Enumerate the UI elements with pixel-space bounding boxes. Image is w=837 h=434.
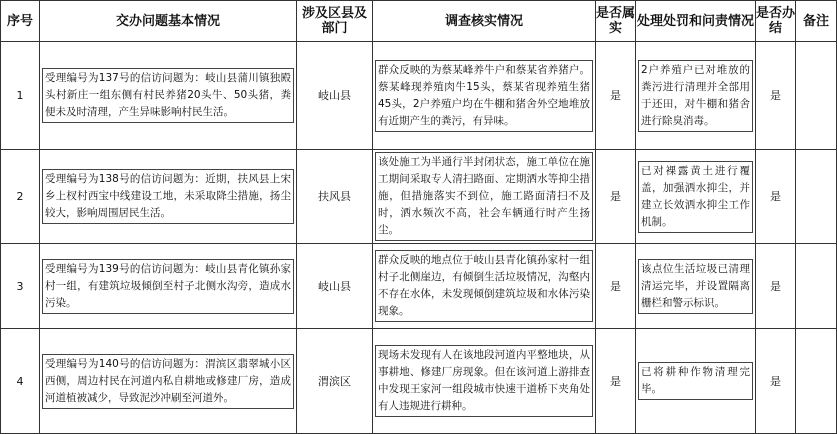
- row-investigation: [373, 244, 596, 329]
- row-basic: [40, 329, 297, 434]
- table-row: [1, 150, 837, 244]
- row-handling: [636, 150, 756, 244]
- row-completed: 是: [756, 150, 796, 244]
- row-completed: 是: [756, 244, 796, 329]
- handling-text: 已对裸露黄土进行覆盖，加强洒水抑尘，并建立长效洒水抑尘工作机制。: [638, 161, 753, 233]
- investigation-text: 该处施工为半通行半封闭状态，施工单位在施工期间采取专人清扫路面、定期洒水等抑尘措施，但措施落实不到位，施工路面清扫不及时，洒水频次不高，社会车辆通行时产生扬尘。: [375, 152, 593, 241]
- row-index: 3: [1, 244, 40, 329]
- investigation-text: 群众反映的为蔡某峰养牛户和蔡某省养猪户。蔡某峰现养殖肉牛15头，蔡某省现养殖生猪45头，2户养殖户均在牛棚和猪舍外空地堆放有近期产生的粪污，有异味。: [375, 60, 593, 132]
- investigation-text: 群众反映的地点位于岐山县青化镇孙家村一组村子北侧崖边，有倾倒生活垃圾情况，沟壑内不存在水体，未发现倾倒建筑垃圾和水体污染现象。: [375, 250, 593, 322]
- handling-text: 已将耕种作物清理完毕。: [638, 362, 753, 400]
- basic-text: 受理编号为138号的信访问题为：近期，扶风县上宋乡上杈村西宝中线建设工地，未采取降尘措施，扬尘较大，影响周围居民生活。: [42, 169, 294, 224]
- row-completed: 是: [756, 42, 796, 150]
- row-index: 4: [1, 329, 40, 434]
- row-index: 1: [1, 42, 40, 150]
- table-row: [1, 329, 837, 434]
- row-investigation: [373, 150, 596, 244]
- row-handling: [636, 42, 756, 150]
- row-index: 2: [1, 150, 40, 244]
- row-verified: 是: [596, 244, 636, 329]
- handling-text: 该点位生活垃圾已清理清运完毕，并设置隔离栅栏和警示标识。: [638, 259, 753, 314]
- row-remarks: [796, 244, 837, 329]
- basic-text: 受理编号为139号的信访问题为：岐山县青化镇孙家村一组，有建筑垃圾倾倒至村子北侧水沟旁，造成水污染。: [42, 259, 294, 314]
- row-district: 渭滨区: [297, 329, 373, 434]
- row-remarks: [796, 150, 837, 244]
- header-index: 序号: [1, 1, 40, 42]
- header-district: 涉及区县及部门: [297, 1, 373, 42]
- header-remarks: 备注: [796, 1, 837, 42]
- row-verified: 是: [596, 42, 636, 150]
- header-row: [1, 1, 837, 42]
- row-basic: [40, 42, 297, 150]
- handling-text: 2户养殖户已对堆放的粪污进行清理并全部用于还田，对牛棚和猪舍进行除臭消毒。: [638, 60, 753, 132]
- row-investigation: [373, 329, 596, 434]
- header-verified: 是否属实: [596, 1, 636, 42]
- row-investigation: [373, 42, 596, 150]
- row-district: 岐山县: [297, 42, 373, 150]
- row-basic: [40, 150, 297, 244]
- row-remarks: [796, 329, 837, 434]
- row-handling: [636, 329, 756, 434]
- table-row: [1, 42, 837, 150]
- basic-text: 受理编号为140号的信访问题为：渭滨区翡翠城小区西侧，周边村民在河道内私自耕地或修建厂房，造成河道植被减少，导致泥沙冲刷至河道外。: [42, 354, 294, 409]
- investigation-text: 现场未发现有人在该地段河道内平整地块，从事耕地、修建厂房现象。但在该河道上游排查中发现王家河一组段城市快速干道桥下夹角处有人违规进行耕种。: [375, 345, 593, 417]
- row-verified: 是: [596, 150, 636, 244]
- basic-text: 受理编号为137号的信访问题为：岐山县蒲川镇独殿头村新庄一组东侧有村民养猪20头牛、50头猪，粪便未及时清理，产生异味影响村民生活。: [42, 68, 294, 123]
- row-district: 岐山县: [297, 244, 373, 329]
- row-handling: [636, 244, 756, 329]
- header-handling: 处理处罚和问责情况: [636, 1, 756, 42]
- row-district: 扶风县: [297, 150, 373, 244]
- row-completed: 是: [756, 329, 796, 434]
- row-remarks: [796, 42, 837, 150]
- table-row: [1, 244, 837, 329]
- row-verified: 是: [596, 329, 636, 434]
- header-completed: 是否办结: [756, 1, 796, 42]
- header-investigation: 调查核实情况: [373, 1, 596, 42]
- row-basic: [40, 244, 297, 329]
- header-basic: 交办问题基本情况: [40, 1, 297, 42]
